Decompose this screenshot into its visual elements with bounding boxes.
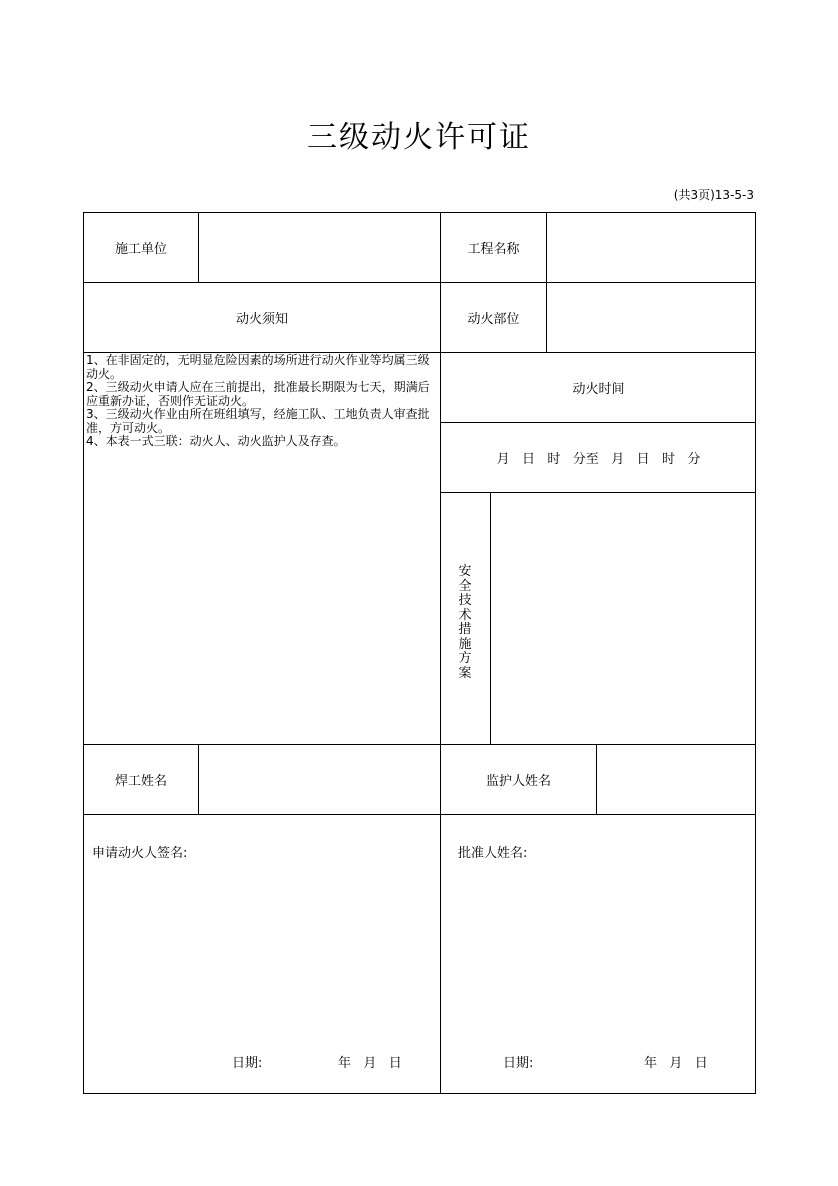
- row-divider: [83, 814, 756, 815]
- guardian-name-field[interactable]: [597, 745, 756, 814]
- notice-item: 4、本表一式三联：动火人、动火监护人及存查。: [86, 434, 346, 448]
- fire-location-label: 动火部位: [467, 312, 520, 327]
- notice-item: 1、在非固定的，无明显危险因素的场所进行动火作业等均属三级动火。: [86, 353, 430, 381]
- construction-unit-label: 施工单位: [114, 242, 167, 257]
- safety-measures-char: 方: [458, 651, 472, 666]
- safety-measures-char: 施: [458, 636, 472, 652]
- form-title: 三级动火许可证: [307, 120, 531, 155]
- construction-unit-field[interactable]: [199, 213, 440, 282]
- notice-item: 3、三级动火作业由所在班组填写，经施工队、工地负责人审查批准，方可动火。: [86, 407, 430, 435]
- safety-measures-label: [455, 565, 475, 681]
- safety-measures-char: 技: [458, 593, 472, 608]
- page-number: (共3页)13-5-3: [673, 188, 754, 202]
- applicant-signature-label: 申请动火人签名:: [92, 846, 188, 861]
- welder-name-label: 焊工姓名: [114, 774, 167, 789]
- safety-measures-char: 案: [458, 665, 472, 681]
- fire-time-label: 动火时间: [572, 382, 625, 397]
- approver-date-ymd[interactable]: 年 月 日: [644, 1056, 708, 1071]
- fire-notice-heading: 动火须知: [235, 312, 288, 327]
- fire-time-range[interactable]: 月 日 时 分至 月 日 时 分: [496, 452, 701, 467]
- safety-measures-char: 全: [458, 578, 472, 594]
- safety-measures-char: 安: [458, 564, 472, 579]
- guardian-name-label: 监护人姓名: [485, 774, 551, 789]
- applicant-date-ymd[interactable]: 年 月 日: [338, 1056, 402, 1071]
- safety-measures-char: 措: [458, 622, 472, 637]
- notice-item: 2、三级动火申请人应在三前提出，批准最长期限为七天，期满后应重新办证，否则作无证动火。: [86, 380, 430, 408]
- approver-date-label: 日期:: [503, 1056, 534, 1071]
- project-name-label: 工程名称: [467, 242, 520, 257]
- safety-measures-field[interactable]: [491, 493, 756, 744]
- project-name-field[interactable]: [547, 213, 756, 282]
- applicant-date-label: 日期:: [232, 1056, 263, 1071]
- fire-notice-list: [86, 354, 436, 449]
- fire-location-field[interactable]: [547, 283, 756, 352]
- safety-measures-char: 术: [458, 607, 472, 623]
- welder-name-field[interactable]: [199, 745, 440, 814]
- approver-name-label: 批准人姓名:: [458, 846, 528, 861]
